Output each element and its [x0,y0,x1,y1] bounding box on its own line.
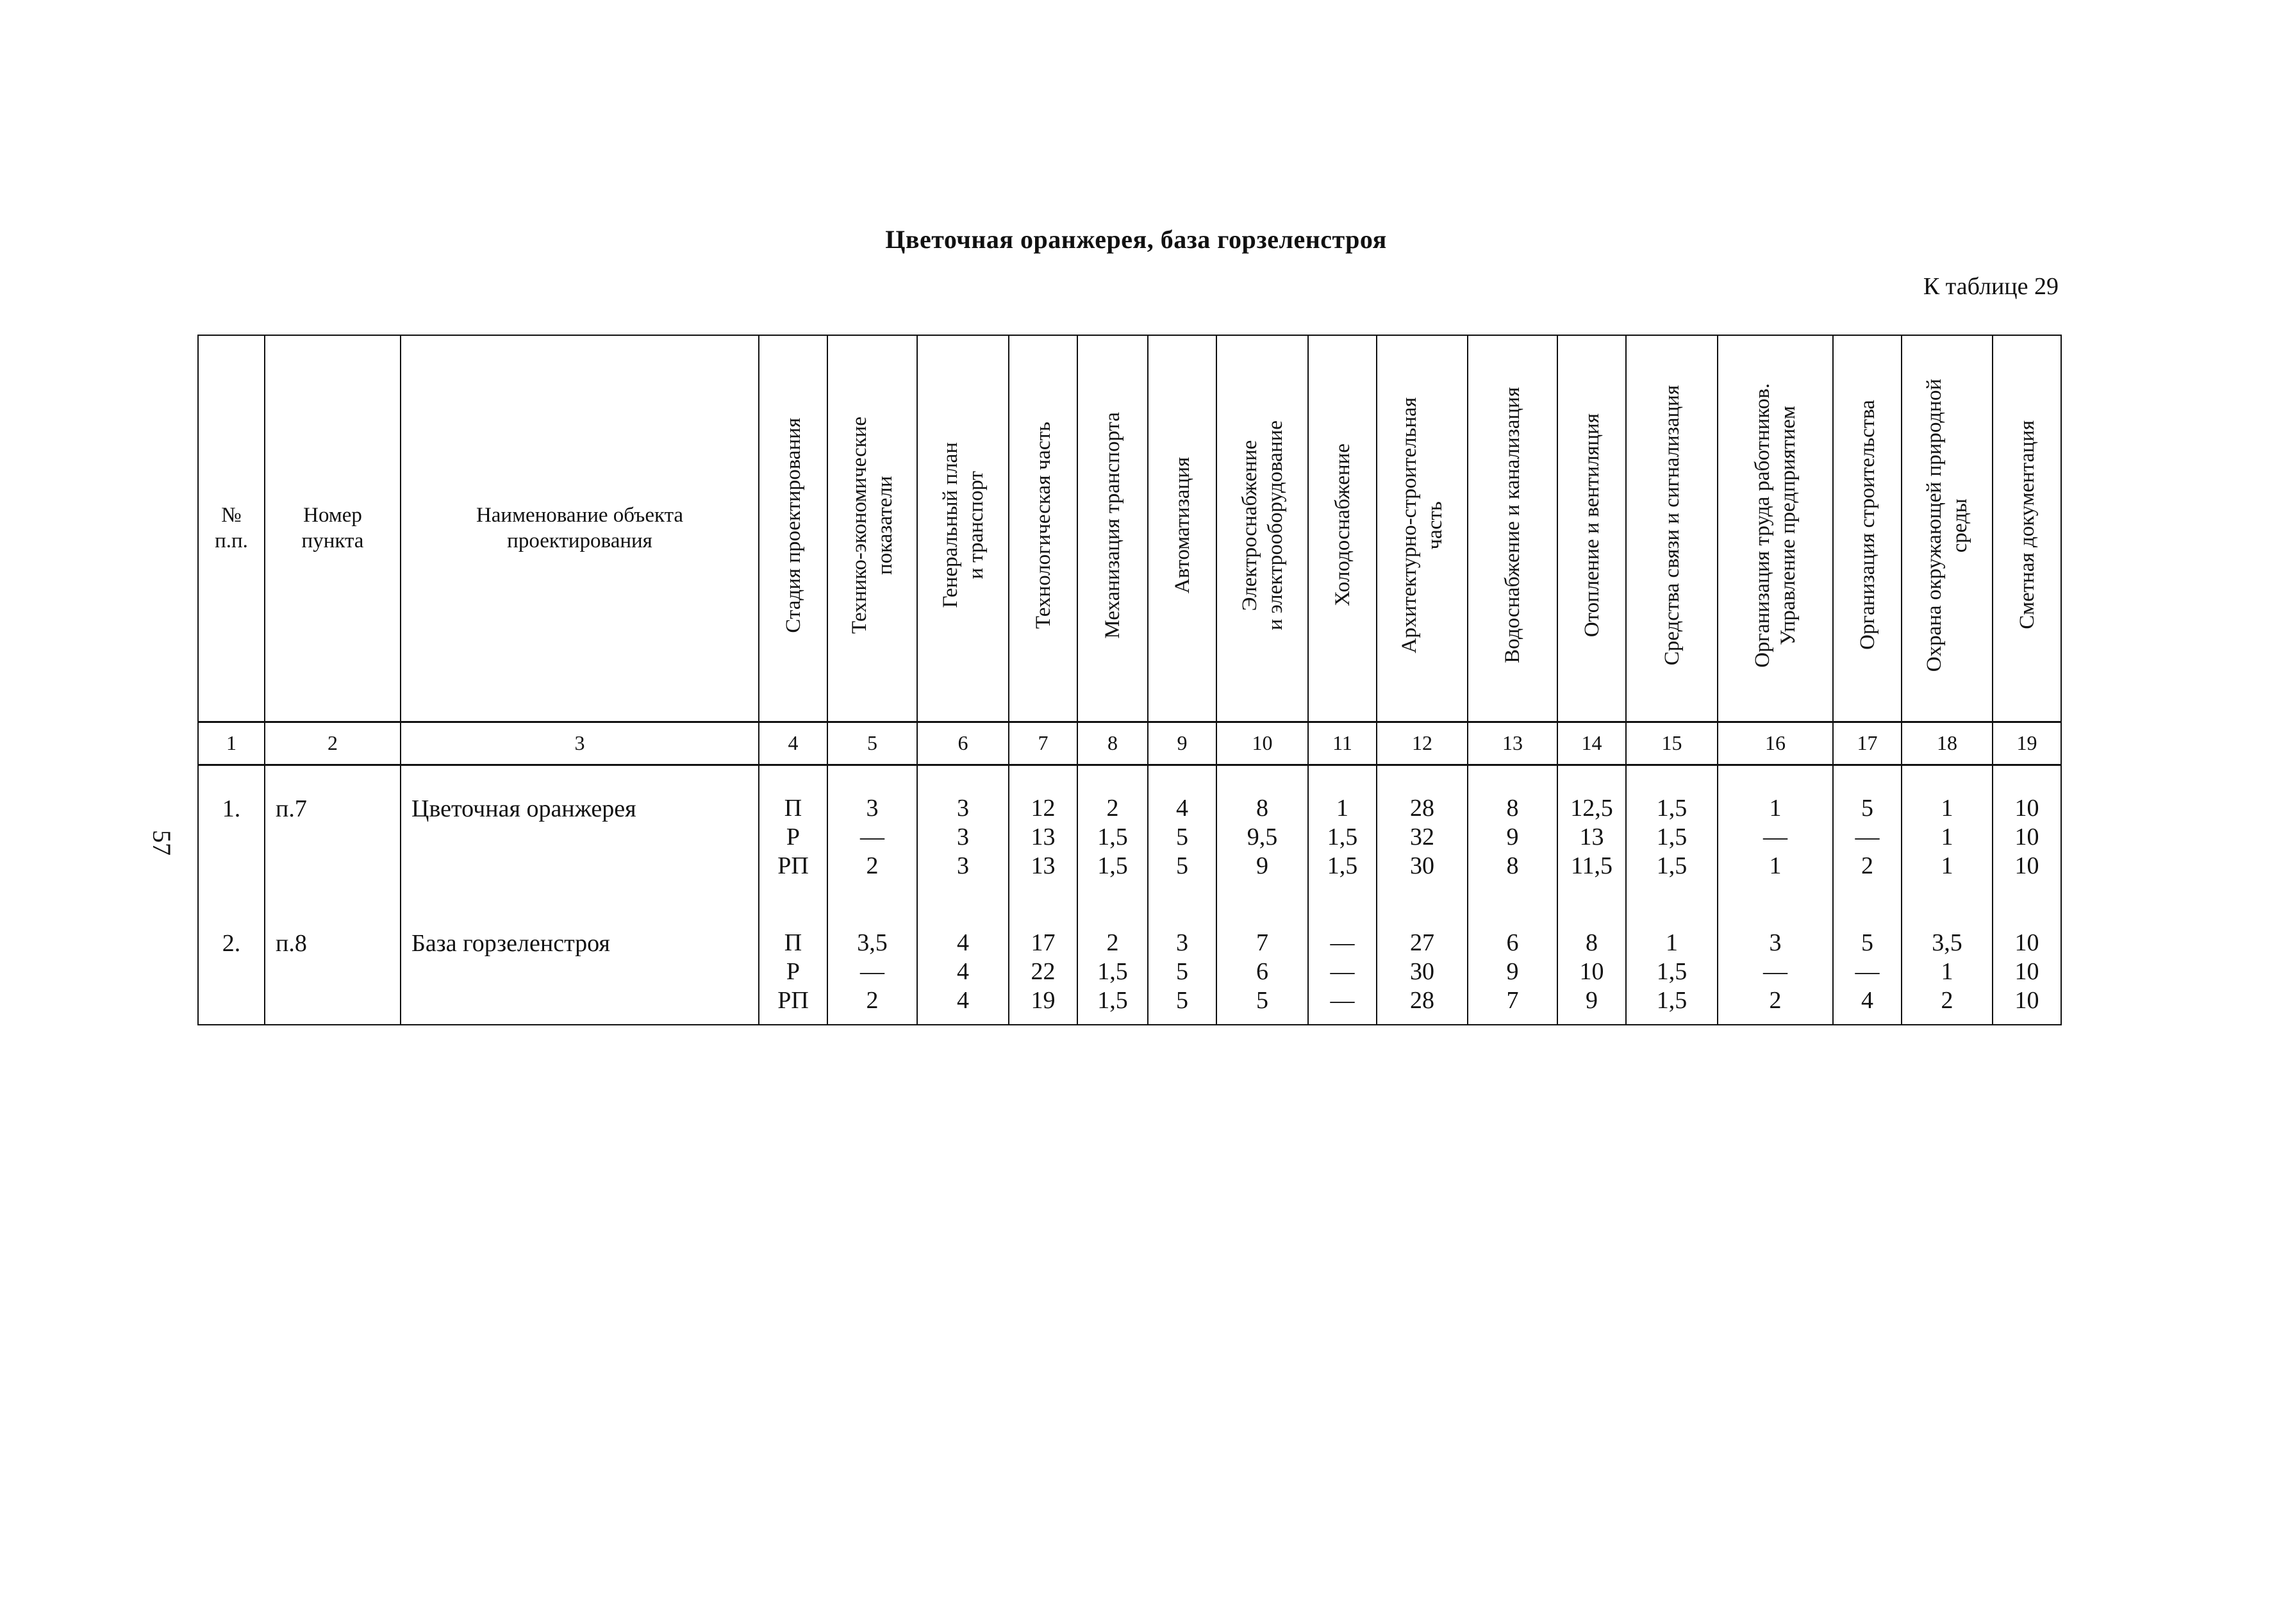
cell-value: 10 [2014,929,2039,957]
cell-value: 8 [1506,795,1519,822]
cell-value: 3 [957,824,969,851]
cell-value: 6 [1506,929,1519,957]
value-cell [1308,765,1377,901]
header-label: Организация строительства [1855,400,1879,650]
header-cell [827,335,917,722]
header-label: Автоматизация [1170,456,1194,593]
cell-value: 3 [957,852,969,880]
data-table [197,335,2062,1025]
value-cell [827,900,917,1025]
cell-value: 9 [1506,824,1519,851]
cell-value: 3 [866,795,879,822]
column-number: 12 [1377,722,1468,765]
cell-value: — [1330,958,1355,986]
cell-value: 3,5 [857,929,888,957]
cell-value: 2 [1106,795,1119,822]
cell-value: 1,5 [1327,824,1358,851]
cell-value: 8 [1586,929,1598,957]
value-cell [1077,765,1148,901]
object-name [401,765,759,901]
cell-value: 4 [1861,987,1873,1015]
cell-value: 1 [1941,958,1953,986]
cell-value: 2 [1941,987,1953,1015]
cell-value: 1 [1666,929,1678,957]
page-number: 57 [147,830,176,856]
cell-value: 10 [2014,852,2039,880]
header-label: Электроснабжение и электрооборудование [1238,420,1287,631]
cell-value: 10 [2014,824,2039,851]
header-cell [1216,335,1308,722]
value-cell [1557,765,1626,901]
cell-value: Р [786,958,800,986]
cell-value: 22 [1031,958,1056,986]
cell-value: 9 [1586,987,1598,1015]
cell-value: П [784,795,802,822]
table-row [198,765,2061,901]
table-reference: К таблице 29 [1923,273,2059,300]
cell-value: 1,5 [1097,987,1128,1015]
cell-value: 8 [1506,852,1519,880]
cell-value: 2 [866,987,879,1015]
cell-value: 2 [1769,987,1782,1015]
header-cell [917,335,1009,722]
cell-value: 2 [1106,929,1119,957]
value-cell [1833,900,1902,1025]
cell-value: 10 [2014,987,2039,1015]
cell-value: 5 [1861,929,1873,957]
header-cell [1009,335,1077,722]
header-label: Технологическая часть [1031,421,1055,629]
header-label: Водоснабжение и канализация [1501,386,1524,663]
cell-value: 3 [1176,929,1188,957]
value-cell [1718,900,1833,1025]
object-name-text: База горзеленстроя [411,930,610,957]
header-label: Средства связи и сигнализация [1660,385,1684,665]
cell-value: 5 [1256,987,1268,1015]
column-number: 18 [1902,722,1993,765]
row-number [198,765,265,901]
cell-value: 7 [1506,987,1519,1015]
value-cell [1902,900,1993,1025]
cell-value: 4 [957,929,969,957]
cell-value: 5 [1176,852,1188,880]
cell-value: 5 [1176,987,1188,1015]
cell-value: РП [777,987,809,1015]
cell-value: 13 [1579,824,1604,851]
cell-value: 4 [957,987,969,1015]
cell-value: 1 [1941,795,1953,822]
header-cell [759,335,827,722]
cell-value: 9,5 [1247,824,1278,851]
cell-value: 1,5 [1327,852,1358,880]
cell-value: 12,5 [1570,795,1613,822]
cell-value: 3 [957,795,969,822]
item-number-text: п.7 [276,795,307,823]
value-cell [1993,900,2061,1025]
column-number: 2 [265,722,401,765]
column-number: 19 [1993,722,2061,765]
cell-value: 4 [957,958,969,986]
stage-cell [759,765,827,901]
header-row [198,335,2061,722]
cell-value: 1,5 [1656,958,1687,986]
cell-value: 8 [1256,795,1268,822]
cell-value: — [1330,929,1355,957]
cell-value: 13 [1031,824,1056,851]
cell-value: 32 [1410,824,1434,851]
column-number: 5 [827,722,917,765]
column-number: 7 [1009,722,1077,765]
header-label: Организация труда работников. Управление предприятием [1751,383,1800,668]
header-label: Охрана окружающей природной среды [1923,378,1971,672]
header-cell [1626,335,1718,722]
row-number [198,900,265,1025]
value-cell [1833,765,1902,901]
cell-value: — [1763,958,1787,986]
cell-value: 11,5 [1570,852,1613,880]
value-cell [1468,765,1557,901]
cell-value: 9 [1506,958,1519,986]
row-number-text: 1. [222,795,241,823]
header-label: Механизация транспорта [1101,411,1124,639]
header-cell [1718,335,1833,722]
header-cell [265,335,401,722]
cell-value: Р [786,824,800,851]
page-title: Цветочная оранжерея, база горзеленстроя [885,225,1387,254]
value-cell [1148,765,1216,901]
value-cell [1468,900,1557,1025]
row-number-text: 2. [222,930,241,957]
item-number [265,900,401,1025]
value-cell [1148,900,1216,1025]
cell-value: 27 [1410,929,1434,957]
cell-value: — [860,958,884,986]
cell-value: 2 [1861,852,1873,880]
cell-value: 1 [1769,795,1782,822]
cell-value: 5 [1176,824,1188,851]
cell-value: 30 [1410,852,1434,880]
header-label: Архитектурно-строительная часть [1398,397,1447,654]
cell-value: 1,5 [1656,987,1687,1015]
cell-value: 13 [1031,852,1056,880]
item-number-text: п.8 [276,930,307,957]
cell-value: 2 [866,852,879,880]
header-cell [1833,335,1902,722]
value-cell [1308,900,1377,1025]
value-cell [1626,900,1718,1025]
header-label: Стадия проектирования [781,417,805,633]
column-number: 17 [1833,722,1902,765]
column-number: 14 [1557,722,1626,765]
object-name [401,900,759,1025]
column-number: 10 [1216,722,1308,765]
header-cell [1993,335,2061,722]
value-cell [1216,765,1308,901]
cell-value: 28 [1410,795,1434,822]
value-cell [1718,765,1833,901]
cell-value: П [784,929,802,957]
header-label: Отопление и вентиляция [1580,413,1604,637]
value-cell [1216,900,1308,1025]
value-cell [1557,900,1626,1025]
header-cell [198,335,265,722]
column-number: 8 [1077,722,1148,765]
cell-value: 1,5 [1656,824,1687,851]
header-cell [1468,335,1557,722]
column-number: 6 [917,722,1009,765]
cell-value: 7 [1256,929,1268,957]
header-cell [401,335,759,722]
value-cell [1377,900,1468,1025]
column-number: 15 [1626,722,1718,765]
cell-value: 12 [1031,795,1056,822]
header-label: № п.п. [215,504,248,553]
column-number: 11 [1308,722,1377,765]
cell-value: 1,5 [1656,795,1687,822]
header-label: Холодоснабжение [1331,443,1354,607]
cell-value: 1,5 [1097,958,1128,986]
header-label: Наименование объекта проектирования [476,504,684,553]
value-cell [1009,765,1077,901]
cell-value: — [860,824,884,851]
cell-value: — [1330,987,1355,1015]
cell-value: 10 [2014,958,2039,986]
table-row [198,900,2061,1025]
value-cell [1902,765,1993,901]
cell-value: 1 [1769,852,1782,880]
cell-value: 10 [1579,958,1604,986]
value-cell [1377,765,1468,901]
value-cell [1626,765,1718,901]
cell-value: 4 [1176,795,1188,822]
header-cell [1377,335,1468,722]
cell-value: 3 [1769,929,1782,957]
header-cell [1308,335,1377,722]
column-number: 1 [198,722,265,765]
cell-value: 10 [2014,795,2039,822]
value-cell [917,765,1009,901]
cell-value: 19 [1031,987,1056,1015]
cell-value: РП [777,852,809,880]
cell-value: 9 [1256,852,1268,880]
cell-value: 28 [1410,987,1434,1015]
column-number: 9 [1148,722,1216,765]
stage-cell [759,900,827,1025]
cell-value: 3,5 [1932,929,1962,957]
value-cell [827,765,917,901]
value-cell [1077,900,1148,1025]
header-cell [1148,335,1216,722]
header-label: Номер пункта [301,504,364,553]
value-cell [1009,900,1077,1025]
column-number-row [198,722,2061,765]
cell-value: — [1855,958,1880,986]
header-label: Сметная документация [2015,420,2039,630]
cell-value: — [1855,824,1880,851]
cell-value: 17 [1031,929,1056,957]
cell-value: 1 [1336,795,1348,822]
cell-value: — [1763,824,1787,851]
object-name-text: Цветочная оранжерея [411,795,636,823]
cell-value: 5 [1861,795,1873,822]
header-cell [1902,335,1993,722]
header-label: Генеральный план и транспорт [938,442,988,608]
cell-value: 6 [1256,958,1268,986]
cell-value: 5 [1176,958,1188,986]
column-number: 13 [1468,722,1557,765]
cell-value: 1,5 [1097,852,1128,880]
header-cell [1557,335,1626,722]
item-number [265,765,401,901]
cell-value: 1,5 [1656,852,1687,880]
cell-value: 1 [1941,824,1953,851]
cell-value: 1,5 [1097,824,1128,851]
cell-value: 1 [1941,852,1953,880]
value-cell [1993,765,2061,901]
column-number: 16 [1718,722,1833,765]
header-label: Технико-экономические показатели [848,416,897,634]
column-number: 4 [759,722,827,765]
value-cell [917,900,1009,1025]
cell-value: 30 [1410,958,1434,986]
column-number: 3 [401,722,759,765]
header-cell [1077,335,1148,722]
